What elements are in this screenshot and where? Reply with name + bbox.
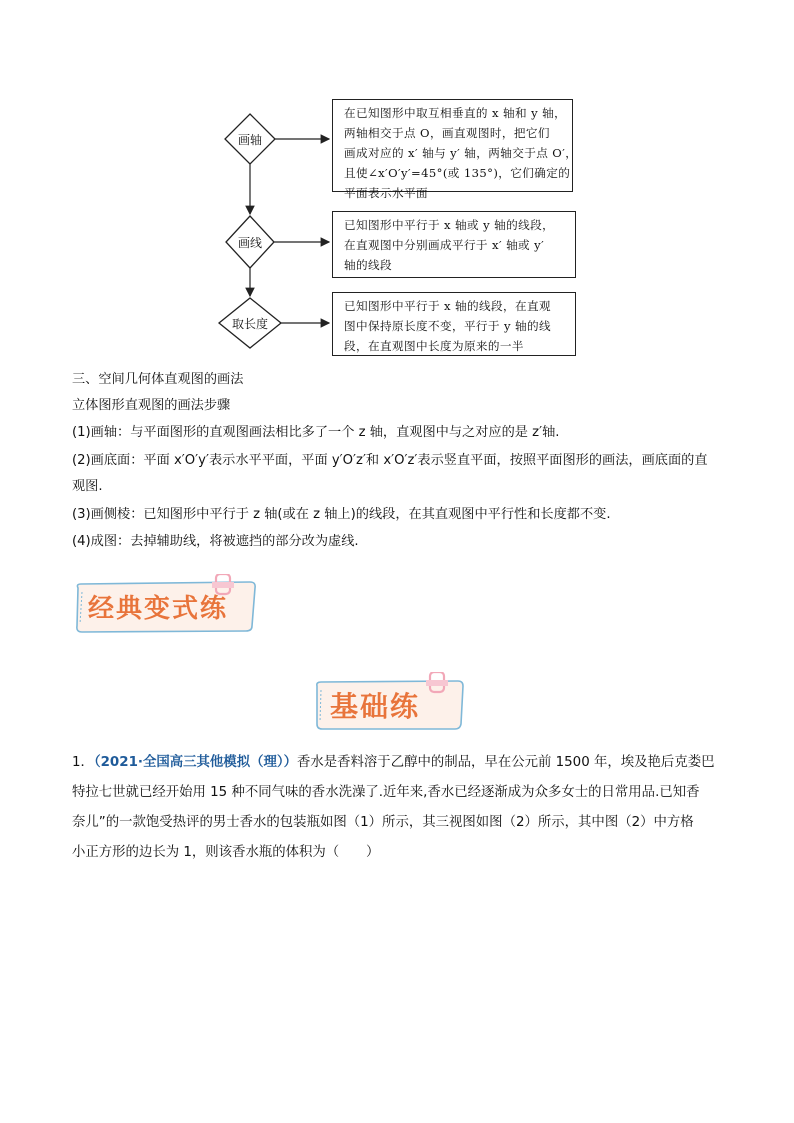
step-description-box-2 — [332, 211, 576, 278]
question-source: （2021·全国高三其他模拟（理）） — [93, 755, 297, 770]
step-label-draw-axes: 画轴 — [237, 133, 262, 147]
box1-line-4: 且使∠x′O′y′=45°(或 135°)，它们确定的 — [344, 166, 571, 180]
box3-line-1: 已知图形中平行于 x 轴的线段，在直观 — [344, 299, 552, 313]
classic-practice-title: 经典变式练 — [88, 594, 229, 624]
step-description-box-1 — [332, 99, 578, 200]
box3-line-2: 图中保持原长度不变，平行于 y 轴的线 — [344, 319, 552, 333]
box1-line-1: 在已知图形中取互相垂直的 x 轴和 y 轴， — [344, 106, 567, 120]
basic-practice-title: 基础练 — [330, 690, 421, 723]
step-item-2-continued: 观图. — [72, 479, 103, 494]
question-1 — [72, 748, 732, 868]
box2-line-2: 在直观图中分别画成平行于 x′ 轴或 y′ — [344, 238, 545, 252]
step-description-box-3 — [332, 292, 576, 356]
basic-practice-banner — [312, 672, 470, 734]
box1-line-5: 平面表示水平面 — [344, 186, 428, 200]
question-1-line-4: 小正方形的边长为 1，则该香水瓶的体积为（ ） — [72, 845, 380, 860]
step-item-3: (3)画侧棱：已知图形中平行于 z 轴(或在 z 轴上)的线段，在其直观图中平行性和长度都不变. — [72, 507, 611, 522]
box1-line-2: 两轴相交于点 O，画直观图时，把它们 — [344, 126, 550, 140]
classic-practice-banner — [72, 574, 262, 638]
question-1-line-3: 奈儿”的一款饱受热评的男士香水的包装瓶如图（1）所示，其三视图如图（2）所示，其中图（2）中方格 — [72, 815, 694, 830]
question-1-line-2: 特拉七世就已经开始用 15 种不同气味的香水洗澡了.近年来,香水已经逐渐成为众多女士的日常用品.已知香 — [72, 785, 700, 800]
section-heading: 三、空间几何体直观图的画法 — [72, 372, 244, 387]
step-label-take-length: 取长度 — [231, 317, 268, 331]
box1-line-3: 画成对应的 x′ 轴与 y′ 轴，两轴交于点 O′， — [344, 146, 578, 160]
step-item-1: (1)画轴：与平面图形的直观图画法相比多了一个 z 轴，直观图中与之对应的是 z′轴. — [72, 425, 560, 440]
step-item-2: (2)画底面：平面 x′O′y′表示水平平面，平面 y′O′z′和 x′O′z′表示竖直平面，按照平面图形的画法，画底面的直 — [72, 453, 708, 468]
question-text-1: 香水是香料溶于乙醇中的制品，早在公元前 1500 年，埃及艳后克娄巴 — [296, 755, 715, 770]
step-item-4: (4)成图：去掉辅助线，将被遮挡的部分改为虚线. — [72, 534, 359, 549]
question-number: 1． — [72, 755, 94, 770]
box2-line-3: 轴的线段 — [344, 258, 392, 272]
section-subheading: 立体图形直观图的画法步骤 — [72, 398, 231, 413]
step-label-draw-lines: 画线 — [237, 236, 262, 250]
question-1-line-1 — [72, 748, 732, 778]
box2-line-1: 已知图形中平行于 x 轴或 y 轴的线段， — [344, 218, 555, 232]
box3-line-3: 段，在直观图中长度为原来的一半 — [344, 339, 524, 353]
flowchart — [0, 0, 794, 370]
